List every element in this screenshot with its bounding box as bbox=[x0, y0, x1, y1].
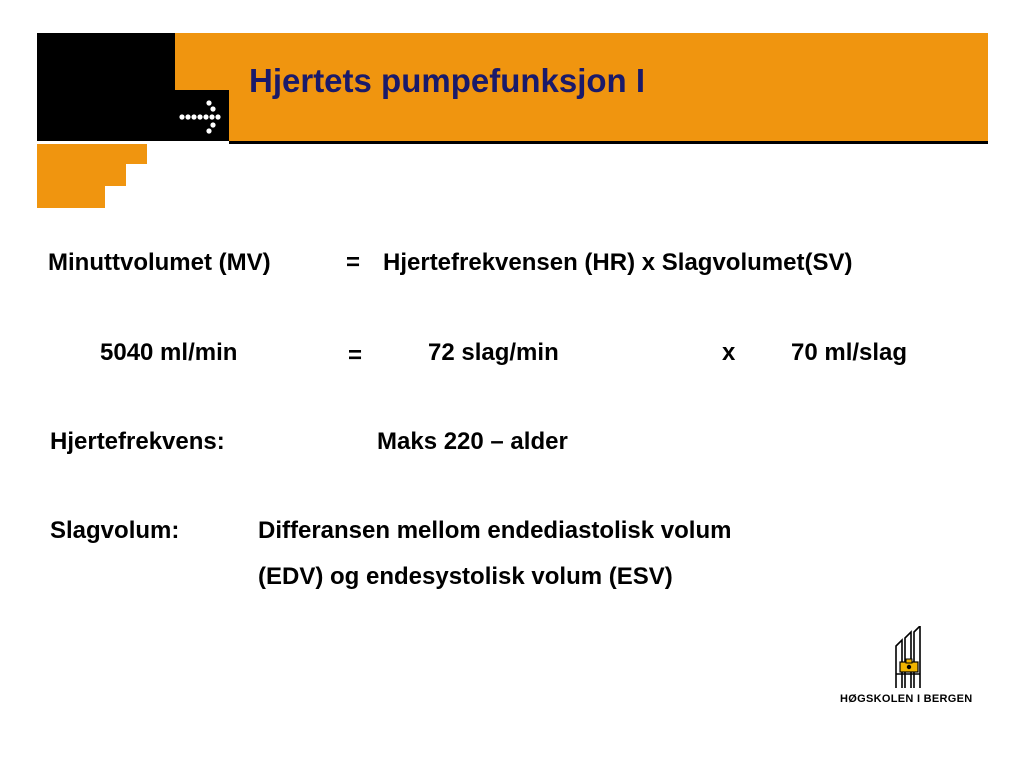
header-black-block bbox=[37, 33, 175, 141]
heart-rate-value: Maks 220 – alder bbox=[377, 428, 568, 455]
example-hr: 72 slag/min bbox=[428, 339, 559, 366]
example-equals: = bbox=[348, 342, 363, 369]
step-decoration bbox=[105, 186, 173, 208]
hib-building-logo-icon bbox=[890, 626, 926, 690]
stroke-volume-line2: (EDV) og endesystolisk volum (ESV) bbox=[258, 563, 673, 590]
dot-arrow-icon bbox=[176, 96, 226, 138]
stroke-volume-line1: Differansen mellom endediastolisk volum bbox=[258, 517, 732, 544]
header-underline bbox=[229, 141, 988, 144]
stroke-volume-label: Slagvolum: bbox=[50, 517, 180, 544]
formula-rhs: Hjertefrekvensen (HR) x Slagvolumet(SV) bbox=[383, 249, 853, 276]
example-times: x bbox=[722, 339, 736, 366]
heart-rate-label: Hjertefrekvens: bbox=[50, 428, 225, 455]
formula-lhs: Minuttvolumet (MV) bbox=[48, 249, 271, 276]
formula-equals: = bbox=[346, 249, 361, 276]
slide-title: Hjertets pumpefunksjon I bbox=[249, 62, 646, 99]
example-mv: 5040 ml/min bbox=[100, 339, 238, 366]
step-decoration bbox=[147, 144, 173, 164]
step-decoration bbox=[126, 164, 173, 186]
logo-text: HØGSKOLEN I BERGEN bbox=[840, 693, 973, 705]
example-sv: 70 ml/slag bbox=[791, 339, 908, 366]
